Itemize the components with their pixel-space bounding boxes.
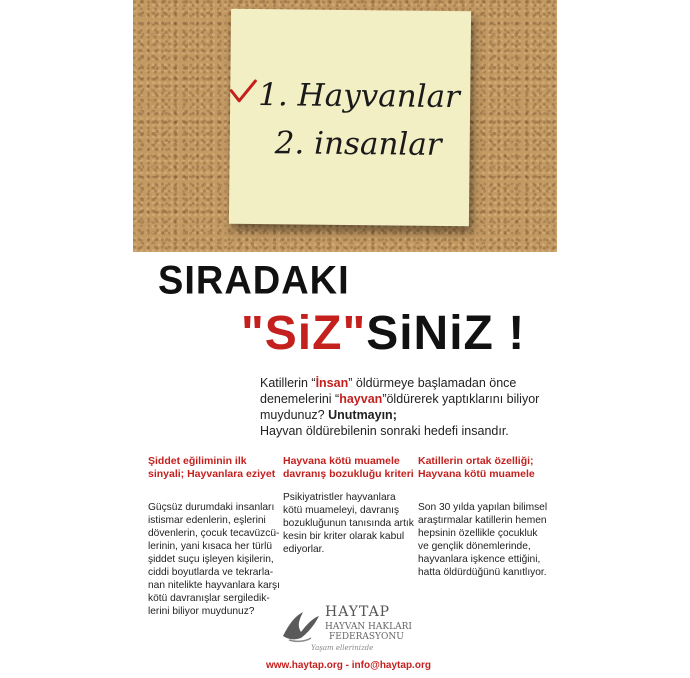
intro-text-4: Hayvan öldürebilenin sonraki hedefi insandır. bbox=[260, 424, 509, 438]
column-behavior-disorder bbox=[283, 455, 415, 556]
haytap-logo bbox=[281, 604, 421, 652]
intro-text-3: ”öldürerek yaptıklarını biliyor muydunuz? bbox=[260, 392, 540, 422]
intro-text-2: ” öldürmeye başlamadan önce denemelerini “ bbox=[260, 376, 517, 406]
poster bbox=[133, 0, 557, 678]
column-body: Psikiyatristler hayvanlara kötü muameleyi, davranış bozukluğunun tanısında artık kesin bir kriter olarak kabul ediyorlar. bbox=[283, 492, 414, 555]
headline-line-2 bbox=[241, 306, 525, 361]
column-killers-common-trait bbox=[418, 455, 550, 579]
headline-line-1: SIRADAKI bbox=[158, 258, 350, 304]
intro-unutmayin: Unutmayın; bbox=[328, 408, 397, 422]
logo-subtitle-1: HAYVAN HAKLARI bbox=[325, 622, 412, 632]
column-body: Son 30 yılda yapılan bilimsel araştırmalar katillerin hemen hepsinin özellikle çocukluk ve gençlik dönemlerinde, hayvanlara işkence ettiğini, hatta öldürdüğünü kanıtlıyor. bbox=[418, 502, 548, 578]
intro-text-1: Katillerin “ bbox=[260, 376, 316, 390]
headline-siz: SiZ bbox=[264, 307, 343, 360]
bird-hand-icon bbox=[281, 606, 321, 644]
column-body: Güçsüz durumdaki insanları istismar edenlerin, eşlerini dövenlerin, çocuk tecavüzcü-lerinin, yani kısaca her türlü şiddet suçu işleyen kişilerin, ciddi boyutlarda ve tekrarla-nan nitelikte hayvanlara karşı kötü davranışlar sergiledik-lerini biliyor muydunuz? bbox=[148, 502, 280, 617]
intro-paragraph bbox=[260, 375, 550, 439]
contact-links: www.haytap.org - info@haytap.org bbox=[266, 660, 431, 671]
checkmark-icon bbox=[228, 77, 258, 107]
column-heading: Şiddet eğiliminin ilk sinyali; Hayvanlara eziyet bbox=[148, 455, 276, 480]
intro-hayvan: hayvan bbox=[339, 392, 383, 406]
headline-quote-close: " bbox=[342, 307, 367, 360]
column-heading: Hayvana kötü muamele davranış bozukluğu kriteri bbox=[283, 455, 414, 480]
column-heading: Katillerin ortak özelliği; Hayvana kötü muamele bbox=[418, 455, 535, 480]
note-line-1: 1. Hayvanlar bbox=[258, 77, 461, 116]
intro-insan: İnsan bbox=[315, 376, 349, 390]
logo-name: HAYTAP bbox=[325, 604, 391, 620]
corkboard-image bbox=[133, 0, 557, 252]
note-line-2: 2. insanlar bbox=[274, 125, 442, 163]
headline-suffix: SiNiZ ! bbox=[366, 307, 526, 360]
headline-quote-open: " bbox=[241, 307, 265, 360]
logo-slogan: Yaşam ellerinizde bbox=[311, 644, 374, 652]
column-violence-signal bbox=[148, 455, 280, 618]
sticky-note bbox=[229, 9, 471, 227]
logo-subtitle-2: FEDERASYONU bbox=[329, 632, 404, 642]
